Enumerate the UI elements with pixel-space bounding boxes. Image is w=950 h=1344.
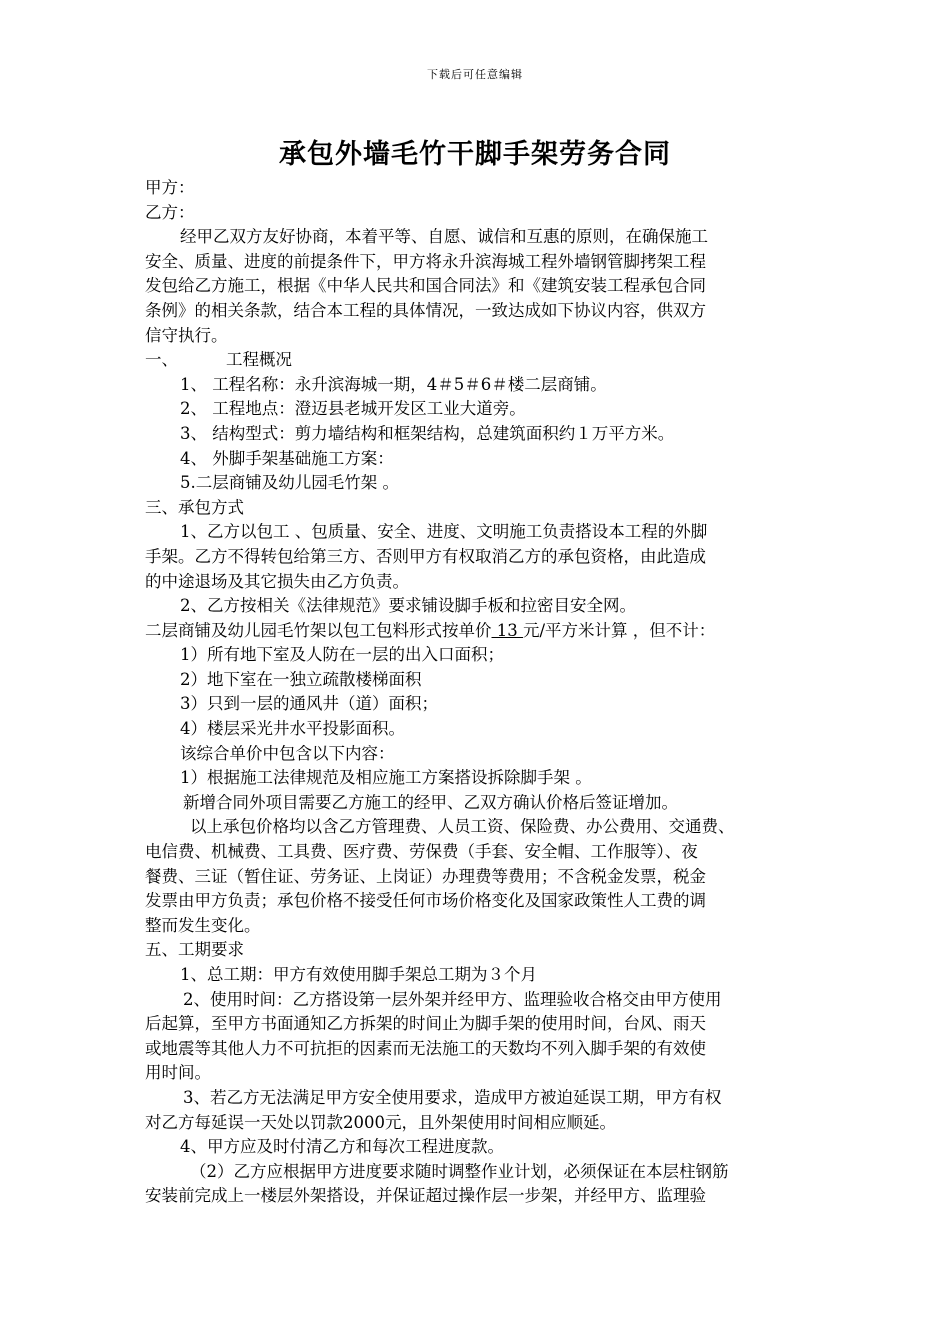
- unit-price-line: [145, 619, 825, 644]
- extra-work-note: 新增合同外项目需要乙方施工的经甲、乙双方确认价格后签证增加。: [183, 792, 678, 812]
- section-1-number: 一、: [145, 350, 178, 370]
- section-5-heading: 五、工期要求: [145, 940, 244, 960]
- section-5-para-line: 安装前完成上一楼层外架搭设，并保证超过操作层一步架，并经甲方、监理验: [145, 1186, 706, 1206]
- section-1-heading: [145, 348, 825, 373]
- section-5-para-1: 1、总工期：甲方有效使用脚手架总工期为３个月: [180, 965, 537, 984]
- section-3-para-line: 的中途退场及其它损失由乙方负责。: [145, 571, 409, 591]
- document-body: [145, 176, 825, 1209]
- cost-para-line: 以上承包价格均以含乙方管理费、人员工资、保险费、办公费用、交通费、: [190, 817, 735, 837]
- section-3-heading: 三、承包方式: [145, 497, 244, 517]
- section-1-item: 2、 工程地点：澄迈县老城开发区工业大道旁。: [180, 399, 526, 419]
- exclusion-item: 3）只到一层的通风井（道）面积；: [180, 694, 438, 714]
- section-3-para-line: 1、乙方以包工 、包质量、安全、进度、文明施工负责搭设本工程的外脚: [180, 522, 708, 542]
- section-3-para-line: 手架。乙方不得转包给第三方、否则甲方有权取消乙方的承包资格，由此造成: [145, 546, 706, 566]
- exclusion-item: 2）地下室在一独立疏散楼梯面积: [180, 669, 422, 689]
- section-5-para-line: 或地震等其他人力不可抗拒的因素而无法施工的天数均不列入脚手架的有效使: [145, 1038, 706, 1058]
- intro-line: 经甲乙双方友好协商，本着平等、自愿、诚信和互惠的原则，在确保施工: [180, 227, 708, 247]
- cost-para-line: 电信费、机械费、工具费、医疗费、劳保费（手套、安全帽、工作服等）、夜: [145, 842, 698, 862]
- section-5-para-4: 4、甲方应及时付清乙方和每次工程进度款。: [180, 1137, 504, 1157]
- cost-para-line: 发票由甲方负责；承包价格不接受任何市场价格变化及国家政策性人工费的调: [145, 891, 706, 911]
- includes-heading: 该综合单价中包含以下内容：: [180, 743, 395, 763]
- intro-line: 安全、质量、进度的前提条件下，甲方将永升滨海城工程外墙钢管脚拷架工程: [145, 251, 706, 271]
- intro-line: 信守执行。: [145, 325, 228, 345]
- section-5-para-line: 2、使用时间：乙方搭设第一层外架并经甲方、监理验收合格交由甲方使用: [183, 989, 722, 1009]
- section-5-para-line: 对乙方每延误一天处以罚款2000元，且外架使用时间相应顺延。: [145, 1112, 616, 1132]
- unit-price-value: 13: [491, 620, 523, 640]
- section-1-title: 工程概况: [226, 350, 292, 370]
- includes-item: 1）根据施工法律规范及相应施工方案搭设拆除脚手架 。: [180, 768, 592, 788]
- section-1-item: 5.二层商铺及幼儿园毛竹架 。: [180, 473, 399, 493]
- section-5-para-line: （2）乙方应根据甲方进度要求随时调整作业计划，必须保证在本层柱钢筋: [190, 1161, 729, 1181]
- section-1-item: 1、 工程名称：永升滨海城一期，4＃5＃6＃楼二层商铺。: [180, 374, 607, 394]
- cost-para-line: 整而发生变化。: [145, 915, 261, 935]
- party-a-label: 甲方：: [145, 178, 195, 197]
- section-3-para-2: 2、乙方按相关《法律规范》要求铺设脚手板和拉密目安全网。: [180, 596, 636, 616]
- unit-price-suffix: 元/平方米计算 ，但不计：: [523, 620, 716, 640]
- document-title: 承包外墙毛竹干脚手架劳务合同: [279, 139, 671, 170]
- intro-line: 发包给乙方施工，根据《中华人民共和国合同法》和《建筑安装工程承包合同: [145, 276, 706, 296]
- section-1-item: 3、 结构型式：剪力墙结构和框架结构，总建筑面积约１万平方米。: [180, 423, 675, 443]
- section-5-para-line: 3、若乙方无法满足甲方安全使用要求，造成甲方被迫延误工期，甲方有权: [183, 1087, 722, 1107]
- party-b-label: 乙方：: [145, 202, 195, 222]
- unit-price-prefix: 二层商铺及幼儿园毛竹架以包工包料形式按单价: [145, 620, 492, 640]
- page-header: 下载后可任意编辑: [427, 68, 523, 81]
- section-5-para-line: 后起算，至甲方书面通知乙方拆架的时间止为脚手架的使用时间，台风、雨天: [145, 1014, 706, 1034]
- intro-line: 条例》的相关条款，结合本工程的具体情况，一致达成如下协议内容，供双方: [145, 300, 706, 320]
- cost-para-line: 餐费、三证（暂住证、劳务证、上岗证）办理费等费用；不含税金发票，税金: [145, 866, 706, 886]
- exclusion-item: 4）楼层采光井水平投影面积。: [180, 719, 405, 739]
- section-1-item: 4、 外脚手架基础施工方案：: [180, 448, 394, 468]
- exclusion-item: 1）所有地下室及人防在一层的出入口面积；: [180, 645, 504, 665]
- section-5-para-line: 用时间。: [145, 1063, 211, 1083]
